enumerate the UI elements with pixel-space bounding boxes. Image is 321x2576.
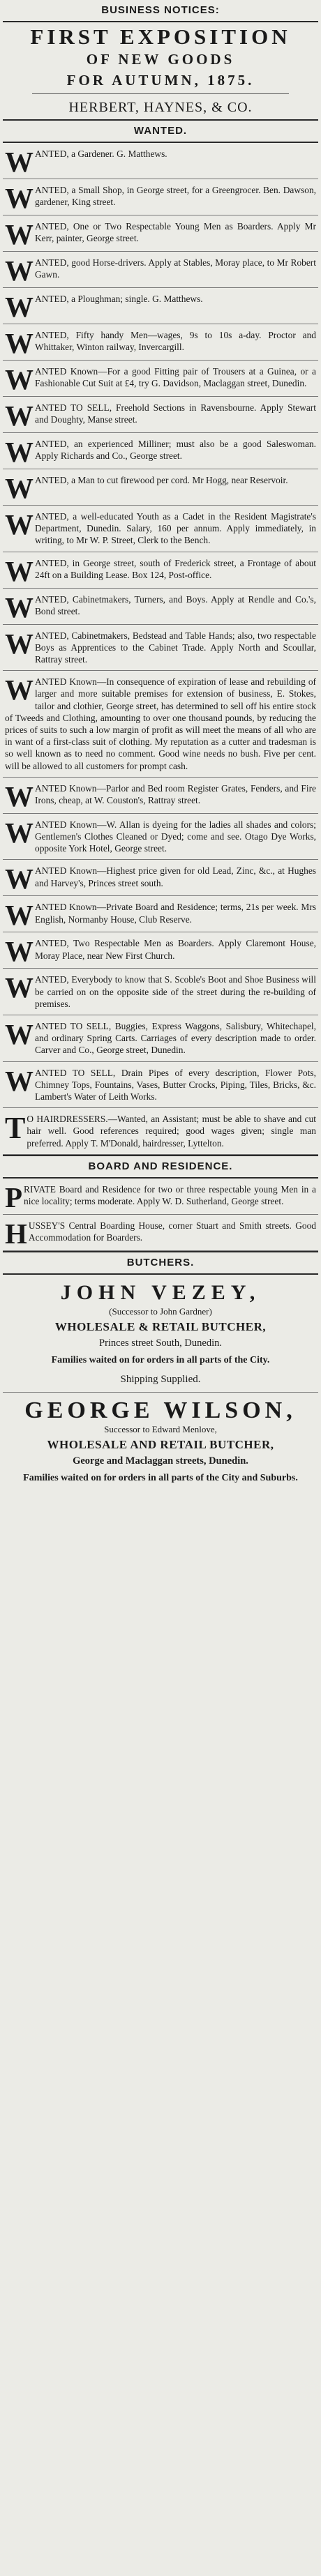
board-ads-list <box>3 1179 318 1251</box>
drop-cap: H <box>5 1217 27 1250</box>
drop-cap: W <box>5 899 33 932</box>
butchers-heading: BUTCHERS. <box>126 1256 195 1268</box>
wanted-heading: WANTED. <box>133 125 188 137</box>
classified-ad <box>3 433 318 469</box>
ad-text: ANTED Known—For a good Fitting pair of Trousers at a Guinea, or a Fashionable Cut Suit at £4, try G. Davidson, Maclaggan street, Dunedin. <box>35 366 316 389</box>
wilson-name: GEORGE WILSON, <box>24 1397 297 1423</box>
ad-text: RIVATE Board and Residence for two or three respectable young Men in a nice locality; terms moderate. Apply W. D. Sutherland, George street. <box>24 1183 316 1207</box>
classified-ad <box>3 778 318 814</box>
ad-text: ANTED TO SELL, Drain Pipes of every description, Flower Pots, Chimney Tops, Fountains, Vases, Butter Crocks, Piping, Tiles, Bricks, &c. Lambert's Water of Leith Works. <box>35 1067 316 1103</box>
ad-text: ANTED Known—W. Allan is dyeing for the ladies all shades and colors; Gentlemen's Clothes Cleaned or Dyed; come and see. Otago Dye Works, opposite York Hotel, George street. <box>35 819 316 854</box>
classified-ad <box>3 469 318 506</box>
ad-text: ANTED, a Ploughman; single. G. Matthews. <box>35 294 203 304</box>
ad-text: ANTED, Fifty handy Men—wages, 9s to 10s a-day. Proctor and Whittaker, Winton railway, Invercargill. <box>35 330 316 353</box>
drop-cap: W <box>5 182 33 214</box>
drop-cap: P <box>5 1181 23 1213</box>
ad-text: ANTED TO SELL, Buggies, Express Waggons, Salisbury, Whitechapel, and ordinary Spring Carts. Carriages of every description made to order. Carver and Co., George street, Dunedin. <box>35 1021 316 1056</box>
wilson-address: George and Maclaggan streets, Dunedin. <box>73 1455 248 1467</box>
ad-text: ANTED Known—Private Board and Residence; terms, 21s per week. Mrs English, Normanby House, Club Reserve. <box>35 902 316 925</box>
drop-cap: W <box>5 508 33 540</box>
drop-cap: W <box>5 472 33 504</box>
business-notices-heading: BUSINESS NOTICES: <box>101 4 220 16</box>
classified-ad <box>3 1062 318 1109</box>
drop-cap: T <box>5 1111 26 1146</box>
ad-text: ANTED, a Small Shop, in George street, for a Greengrocer. Ben. Dawson, gardener, King street. <box>35 185 316 208</box>
classified-ad <box>3 860 318 896</box>
ad-text: ANTED, a Man to cut firewood per cord. Mr Hogg, near Reservoir. <box>35 475 288 485</box>
drop-cap: W <box>5 327 33 359</box>
classified-ad <box>3 552 318 589</box>
classified-ad <box>3 1015 318 1062</box>
ad-text: ANTED Known—In consequence of expiration of lease and rebuilding of larger and more suitable premises for extension of business, E. Stokes, tailor and clothier, George street, has determined to sell off his entire stock of Tweeds and Clothing, amounting to over one thousand pounds, by reducing the prices of suits to such a low margin of profit as will meet the means of all who are in want of a first-class suit of clothing. My reputation as a cutter and tradesman is so well known as to need no comment. Good wine needs no bush. Five per cent. will be allowed to all customers for prompt cash. <box>5 676 316 771</box>
drop-cap: W <box>5 146 33 178</box>
ad-text: ANTED, Everybody to know that S. Scoble's Boot and Shoe Business will be carried on on the opposite side of the street during the re-building of premises. <box>35 974 316 1009</box>
vezey-successor: (Successor to John Gardner) <box>109 1305 212 1317</box>
drop-cap: W <box>5 780 33 812</box>
drop-cap: W <box>5 863 33 895</box>
vezey-butcher-ad <box>3 1275 318 1393</box>
drop-cap: W <box>5 1064 33 1097</box>
drop-cap: W <box>5 291 33 323</box>
classified-ad <box>3 814 318 861</box>
ad-text: ANTED Known—Parlor and Bed room Register Grates, Fenders, and Fire Irons, cheap, at W. Couston's, Rattray street. <box>35 782 316 806</box>
classified-ad <box>3 215 318 252</box>
wanted-ads-list <box>3 143 318 1155</box>
drop-cap: W <box>5 363 33 395</box>
drop-cap: W <box>5 436 33 468</box>
vezey-address: Princes street South, Dunedin. <box>99 1337 222 1349</box>
ad-text: ANTED, One or Two Respectable Young Men as Boarders. Apply Mr Kerr, painter, George street. <box>35 221 316 244</box>
wilson-successor: Successor to Edward Menlove, <box>104 1423 217 1434</box>
classified-ad <box>3 252 318 288</box>
exposition-line-1: FIRST EXPOSITION <box>30 24 291 49</box>
ad-text: USSEY'S Central Boarding House, corner Stuart and Smith streets. Good Accommodation for Boarders. <box>28 1220 316 1243</box>
classified-ad <box>3 896 318 932</box>
drop-cap: W <box>5 1018 33 1051</box>
drop-cap: W <box>5 400 33 432</box>
ad-text: ANTED, Two Respectable Men as Boarders. Apply Claremont House, Moray Place, near New First Church. <box>35 938 316 961</box>
ad-text: ANTED, in George street, south of Frederick street, a Frontage of about 24ft on a Building Lease. Box 124, Post-office. <box>35 557 316 580</box>
wilson-families: Families waited on for orders in all parts of the City and Suburbs. <box>23 1472 298 1483</box>
classified-ad <box>3 1179 318 1215</box>
drop-cap: W <box>5 591 33 623</box>
vezey-name: JOHN VEZEY, <box>60 1280 261 1304</box>
drop-cap: W <box>5 218 33 250</box>
board-residence-heading: BOARD AND RESIDENCE. <box>88 1160 233 1172</box>
classified-ad <box>3 288 318 324</box>
wilson-trade: WHOLESALE AND RETAIL BUTCHER, <box>47 1437 274 1451</box>
drop-cap: W <box>5 627 33 660</box>
ad-text: ANTED, Cabinetmakers, Bedstead and Table Hands; also, two respectable Boys as Apprentices to the Cabinet Trade. Apply North and Scoullar, Rattray street. <box>35 630 316 665</box>
drop-cap: W <box>5 816 33 849</box>
ad-text: O HAIRDRESSERS.—Wanted, an Assistant; must be able to shave and cut hair well. Good references required; good wages given; single man preferred. Apply T. M'Donald, hairdresser, Lyttelton. <box>27 1114 316 1149</box>
classified-ad <box>3 143 318 179</box>
classified-ad <box>3 671 318 778</box>
divider <box>32 93 289 94</box>
classified-ad <box>3 1108 318 1155</box>
vezey-families: Families waited on for orders in all parts of the City. <box>51 1354 270 1365</box>
ad-text: ANTED, a well-educated Youth as a Cadet in the Resident Magistrate's Department, Dunedin. Salary, 160 per annum. Apply immediately, in writing, to Mr W. P. Street, Clerk to the Bench. <box>35 511 316 546</box>
newspaper-column <box>3 0 318 2576</box>
ad-text: ANTED, Cabinetmakers, Turners, and Boys. Apply at Rendle and Co.'s, Bond street. <box>35 593 316 616</box>
exposition-line-2: OF NEW GOODS <box>86 51 235 68</box>
classified-ad <box>3 969 318 1015</box>
first-exposition-notice <box>3 22 318 119</box>
classified-ad <box>3 361 318 397</box>
ad-text: ANTED TO SELL, Freehold Sections in Ravensbourne. Apply Stewart and Doughty, Manse street. <box>35 402 316 425</box>
ad-text: ANTED, a Gardener. G. Matthews. <box>35 149 167 159</box>
classified-ad <box>3 589 318 625</box>
vezey-trade: WHOLESALE & RETAIL BUTCHER, <box>54 1319 267 1333</box>
classified-ad <box>3 397 318 433</box>
classified-ad <box>3 324 318 361</box>
ad-text: ANTED, good Horse-drivers. Apply at Stables, Moray place, to Mr Robert Gawn. <box>35 257 316 280</box>
classified-ad <box>3 625 318 672</box>
drop-cap: W <box>5 255 33 287</box>
drop-cap: W <box>5 935 33 968</box>
wilson-butcher-ad <box>3 1393 318 1489</box>
firm-name: HERBERT, HAYNES, & CO. <box>68 100 253 115</box>
drop-cap: W <box>5 971 33 1004</box>
classified-ad <box>3 932 318 969</box>
drop-cap: W <box>5 554 33 587</box>
vezey-shipping: Shipping Supplied. <box>120 1373 201 1385</box>
drop-cap: W <box>5 674 33 706</box>
classified-ad <box>3 506 318 552</box>
classified-ad <box>3 1215 318 1251</box>
ad-text: ANTED Known—Highest price given for old Lead, Zinc, &c., at Hughes and Harvey's, Princes street south. <box>35 865 316 888</box>
classified-ad <box>3 179 318 215</box>
exposition-line-3: FOR AUTUMN, 1875. <box>66 72 255 89</box>
ad-text: ANTED, an experienced Milliner; must also be a good Saleswoman. Apply Richards and Co., George street. <box>35 439 316 462</box>
